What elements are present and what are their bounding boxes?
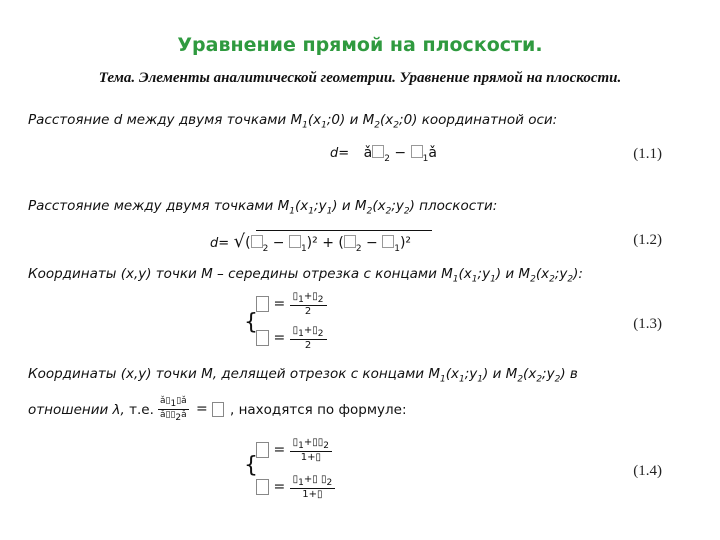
formula-1-2: d= √( $_2$ − $_1$)² + ( $_2$ − $_1$)² [210, 231, 412, 254]
slide-subtitle: Тема. Элементы аналитической геометрии. Уравнение прямой на плоскости. [98, 70, 622, 86]
formula-1-3-y: = $\frac{▯_1+▯_2}{2}$ [256, 325, 327, 351]
equation-number-1-2: (1.2) [633, 232, 662, 248]
text-line-distance-axis: Расстояние d между двумя точками $M_1(x_1;0)$ и $M_2(x_2;0)$ координатной оси: [28, 112, 558, 131]
text-line-ratio-tail: , находятся по формуле: [230, 402, 407, 418]
formula-1-1: d= ǎ $_2$ − $_1$ǎ [330, 145, 437, 164]
formula-1-4-y: = $\frac{▯_1+▯ ▯_2}{1+▯}$ [256, 474, 335, 500]
equation-number-1-4: (1.4) [633, 463, 662, 479]
text-line-ratio-def: отношении λ, т.е. [28, 402, 154, 418]
ratio-fraction: $ǎ▯_1▯ǎ$ $ǎ▯▯_2ǎ$ [160, 396, 187, 423]
equation-number-1-3: (1.3) [633, 316, 662, 332]
system-brace-1-3: { [244, 310, 258, 335]
system-brace-1-4: { [244, 453, 258, 478]
ratio-equals: = [196, 401, 224, 417]
formula-1-3-x: = $\frac{▯_1+▯_2}{2}$ [256, 291, 327, 317]
formula-1-4-x: = $\frac{▯_1+▯▯_2}{1+▯}$ [256, 437, 332, 463]
slide-title: Уравнение прямой на плоскости. [177, 34, 543, 56]
text-line-midpoint: Координаты (x,y) точки M – середины отрезка с концами $M_1(x_1;y_1)$ и $M_2(x_2;y_2)$: [28, 266, 583, 285]
text-line-ratio-point: Координаты (x,y) точки M, делящей отрезок с концами $M_1(x_1;y_1)$ и $M_2(x_2;y_2)$ в [28, 366, 578, 385]
equation-number-1-1: (1.1) [633, 146, 662, 162]
text-line-distance-plane: Расстояние между двумя точками $M_1(x_1;y_1)$ и $M_2(x_2;y_2)$ плоскости: [28, 198, 498, 217]
sqrt-bar [256, 230, 432, 231]
